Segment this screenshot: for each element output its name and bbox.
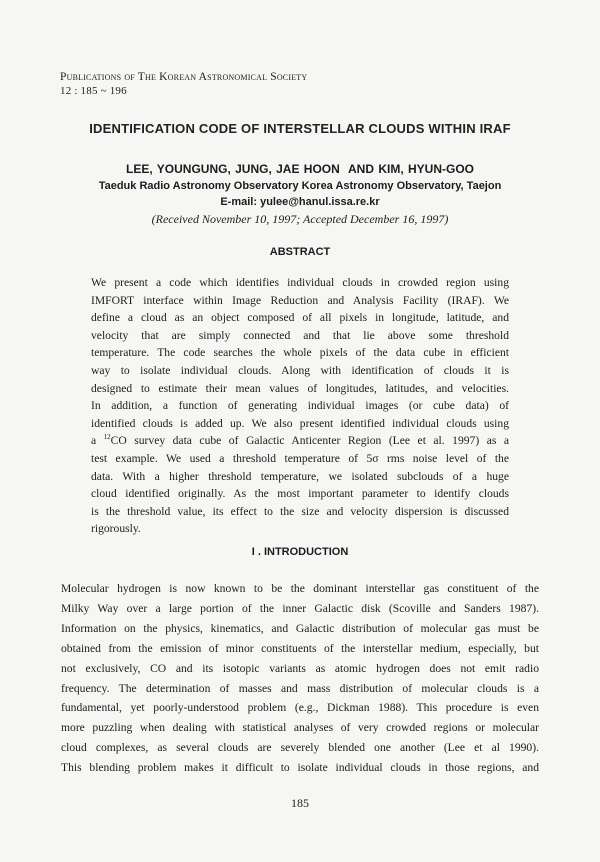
intro-line: frequency. The determination of masses and mass distribution of molecular clouds is a	[61, 681, 539, 695]
intro-line: cloud complexes, as several clouds are severely blended one another (Lee et al 1990).	[61, 741, 539, 755]
journal-header	[60, 70, 307, 98]
abstract-line-prefix: a	[91, 434, 104, 448]
abstract-line: define a cloud as an object composed of all pixels in longitude, latitude, and	[91, 311, 509, 325]
intro-line: This blending problem makes it difficult to isolate individual clouds in those regions, and	[61, 761, 539, 775]
abstract-line: identified clouds is added up. We also present identified individual clouds using	[91, 416, 509, 430]
paper-authors: LEE, YOUNGUNG, JUNG, JAE HOON AND KIM, HYUN-GOO	[125, 162, 475, 176]
abstract-line: designed to estimate their mean values of longitudes, latitudes, and velocities.	[91, 381, 509, 395]
abstract-line: test example. We used a threshold temperature of 5σ rms noise level of the	[91, 451, 509, 465]
paper-title: IDENTIFICATION CODE OF INTERSTELLAR CLOUDS WITHIN IRAF	[89, 121, 511, 136]
intro-line: fundamental, yet poorly-understood problem (e.g., Dickman 1988). This procedure is even	[61, 701, 539, 715]
abstract-line: velocity that are simply connected and that lie above some threshold	[91, 328, 509, 342]
paper-email: E-mail: yulee@hanul.issa.re.kr	[220, 196, 380, 208]
abstract-line-rest: CO survey data cube of Galactic Anticenter Region (Lee et al. 1997) as a	[110, 434, 509, 448]
journal-volume: 12 : 185 ~ 196	[60, 85, 127, 97]
introduction-body	[61, 579, 539, 778]
journal-name: Publications of The Korean Astronomical Society	[60, 71, 308, 83]
abstract-line: data. With a higher threshold temperature, we isolated subclouds of a huge	[91, 469, 509, 483]
introduction-heading: I . INTRODUCTION	[251, 546, 349, 558]
intro-line: Molecular hydrogen is now known to be the dominant interstellar gas constituent of the	[61, 582, 539, 595]
abstract-line-isotope	[91, 432, 509, 450]
abstract-line: rigorously.	[91, 522, 141, 536]
paper-received-dates: (Received November 10, 1997; Accepted December 16, 1997)	[151, 212, 449, 226]
abstract-body	[91, 274, 509, 538]
abstract-line: IMFORT interface within Image Reduction and Analysis Facility (IRAF). We	[91, 293, 509, 307]
abstract-line: way to isolate individual clouds. Along with identification of clouds it is	[91, 363, 509, 377]
paper-affiliation: Taeduk Radio Astronomy Observatory Korea Astronomy Observatory, Taejon	[98, 180, 502, 192]
intro-line: more puzzling when dealing with statistical analyses of very crowded regions or molecular	[61, 721, 539, 735]
abstract-heading: ABSTRACT	[269, 246, 331, 258]
isotope-superscript: 12	[103, 433, 111, 442]
page-number: 185	[291, 796, 309, 810]
intro-line: not exclusively, CO and its isotopic variants as atomic hydrogen does not emit radio	[61, 661, 539, 675]
abstract-line: cloud identified originally. As the most important parameter to identify clouds	[91, 487, 509, 501]
intro-line: obtained from the emission of minor constituents of the interstellar medium, especially, but	[61, 641, 539, 655]
abstract-line: temperature. The code searches the whole pixels of the data cube in efficient	[91, 346, 509, 360]
intro-line: Information on the physics, kinematics, and Galactic distribution of molecular gas must be	[61, 621, 539, 635]
abstract-line: is the threshold value, its effect to the size and velocity dispersion is discussed	[91, 504, 509, 518]
abstract-line: We present a code which identifies individual clouds in crowded region using	[91, 276, 509, 289]
abstract-line: In addition, a function of generating individual images (or cube data) of	[91, 399, 509, 413]
intro-line: Milky Way over a large portion of the inner Galactic disk (Scoville and Sanders 1987).	[61, 601, 539, 615]
